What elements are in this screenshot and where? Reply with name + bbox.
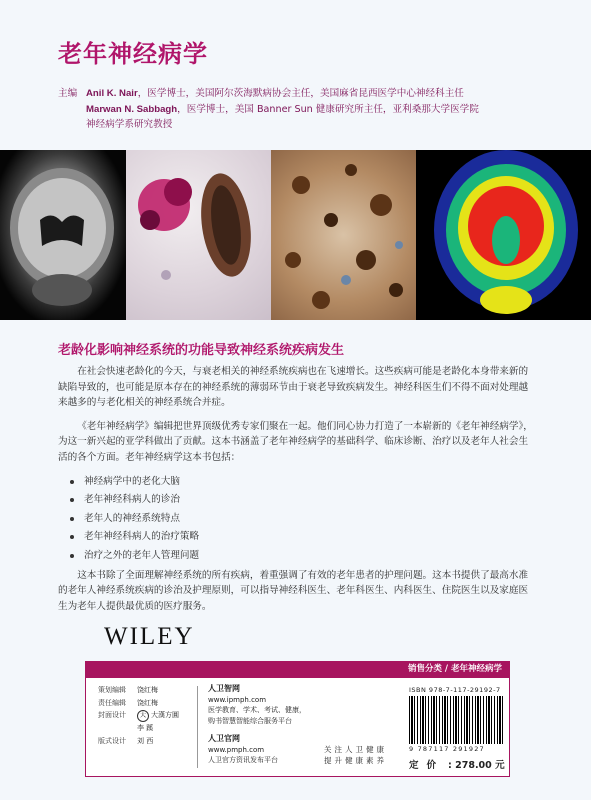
barcode-block — [409, 686, 505, 753]
bullet-icon — [70, 517, 74, 521]
credits-list — [98, 684, 179, 747]
editor2-desc-cont: 神经病学系研究教授 — [86, 119, 173, 130]
credit-row: 策划编辑 饶红梅 — [98, 686, 158, 694]
blurb-paragraph-1: 在社会快速老龄化的今天，与衰老相关的神经系统疾病也在飞速增长。这些疾病可能是老龄化本身带来新的缺陷导致的，也可能是原本存在的神经系统的薄弱环节由于衰老导致疾病发生。神经科医生们不得不面对处理越来越多的与老化相关的神经系统合并症。 — [58, 366, 529, 409]
editor1-name: Anil K. Nair — [86, 88, 138, 99]
bullet-icon — [70, 498, 74, 502]
blurb-body — [58, 364, 536, 622]
blurb-subtitle: 老龄化影响神经系统的功能导致神经系统疾病发生 — [58, 343, 345, 358]
pmph-url-1: www.ipmph.com — [208, 695, 267, 704]
pmph-desc-2: 人卫官方资讯发布平台 — [208, 756, 278, 764]
topic-list-item: 老年人的神经系统特点 — [58, 511, 536, 527]
mri-brain-scan-image — [0, 150, 126, 320]
credit-row: 封面设计 大 大漢方圓 — [98, 709, 179, 722]
bullet-icon — [70, 535, 74, 539]
topic-list — [58, 474, 536, 564]
pmph-site-name-2: 人卫官网 — [208, 734, 240, 743]
barcode-digits: 9 787117 291927 — [409, 745, 485, 753]
blurb-paragraph-2: 《老年神经病学》编辑把世界顶级优秀专家们聚在一起。他们同心协力打造了一本崭新的《老年神经病学》，为这一新兴起的亚学科做出了贡献。这本书涵盖了老年神经病学的基础科学、临床诊断、治疗以及老年人社会生活的各个方面。老年神经病学这本书包括： — [58, 420, 533, 463]
barcode-icon — [409, 696, 505, 744]
pet-brain-scan-image — [416, 150, 591, 320]
image-strip — [0, 150, 591, 320]
brown-stained-tissue-image — [271, 150, 416, 320]
sales-category-bar: 销售分类 / 老年神经病学 — [85, 661, 510, 677]
blurb-paragraph-3: 这本书除了全面理解神经系统的所有疾病，着重强调了有效的老年患者的护理问题。这本书提供了最高水准的老年人神经系统疾病的诊治及护理原则，可以指导神经科医生、老年科医生、内科医生、住院医生以及家庭医生为老年人提供最优质的医疗服务。 — [58, 569, 529, 612]
wiley-logo: WILEY — [104, 623, 195, 650]
topic-list-item: 神经病学中的老化大脑 — [58, 474, 536, 490]
pmph-info — [208, 684, 306, 766]
topic-list-item: 老年神经科病人的诊治 — [58, 492, 536, 508]
bullet-icon — [70, 554, 74, 558]
editor2-desc: ，医学博士，美国 Banner Sun 健康研究所主任，亚利桑那大学医学院 — [177, 103, 479, 115]
editors-block — [58, 86, 558, 133]
price: 定价 : 278.00 元 — [409, 760, 505, 771]
follow-slogan: 关注人卫健康 提升健康素养 — [324, 745, 387, 765]
credit-row: 版式设计 刘 西 — [98, 736, 154, 745]
isbn-text: ISBN 978-7-117-29192-7 — [409, 686, 501, 694]
editor1-desc: ，医学博士，美国阿尔茨海默病协会主任，美国麻省昆西医学中心神经科主任 — [137, 88, 464, 99]
pink-stained-cells-image — [126, 150, 271, 320]
design-studio-logo-icon: 大 — [137, 710, 149, 722]
publisher-info-panel — [85, 677, 510, 777]
credit-row: 李 蹊 — [137, 724, 154, 732]
pmph-desc-1b: 购书智慧智能综合服务平台 — [208, 716, 292, 725]
book-title: 老年神经病学 — [58, 40, 208, 68]
credit-row: 责任编辑 饶红梅 — [98, 698, 158, 707]
pmph-site-name-1: 人卫智网 — [208, 684, 240, 693]
topic-list-item: 治疗之外的老年人管理问题 — [58, 548, 536, 564]
divider — [197, 686, 198, 768]
topic-list-item: 老年神经科病人的治疗策略 — [58, 529, 536, 545]
pmph-url-2: www.pmph.com — [208, 745, 265, 754]
editor2-name: Marwan N. Sabbagh — [86, 103, 178, 115]
bullet-icon — [70, 480, 74, 484]
pmph-desc-1a: 医学教育、学术、考试、健康， — [208, 706, 306, 714]
editors-label: 主编 — [58, 88, 78, 99]
